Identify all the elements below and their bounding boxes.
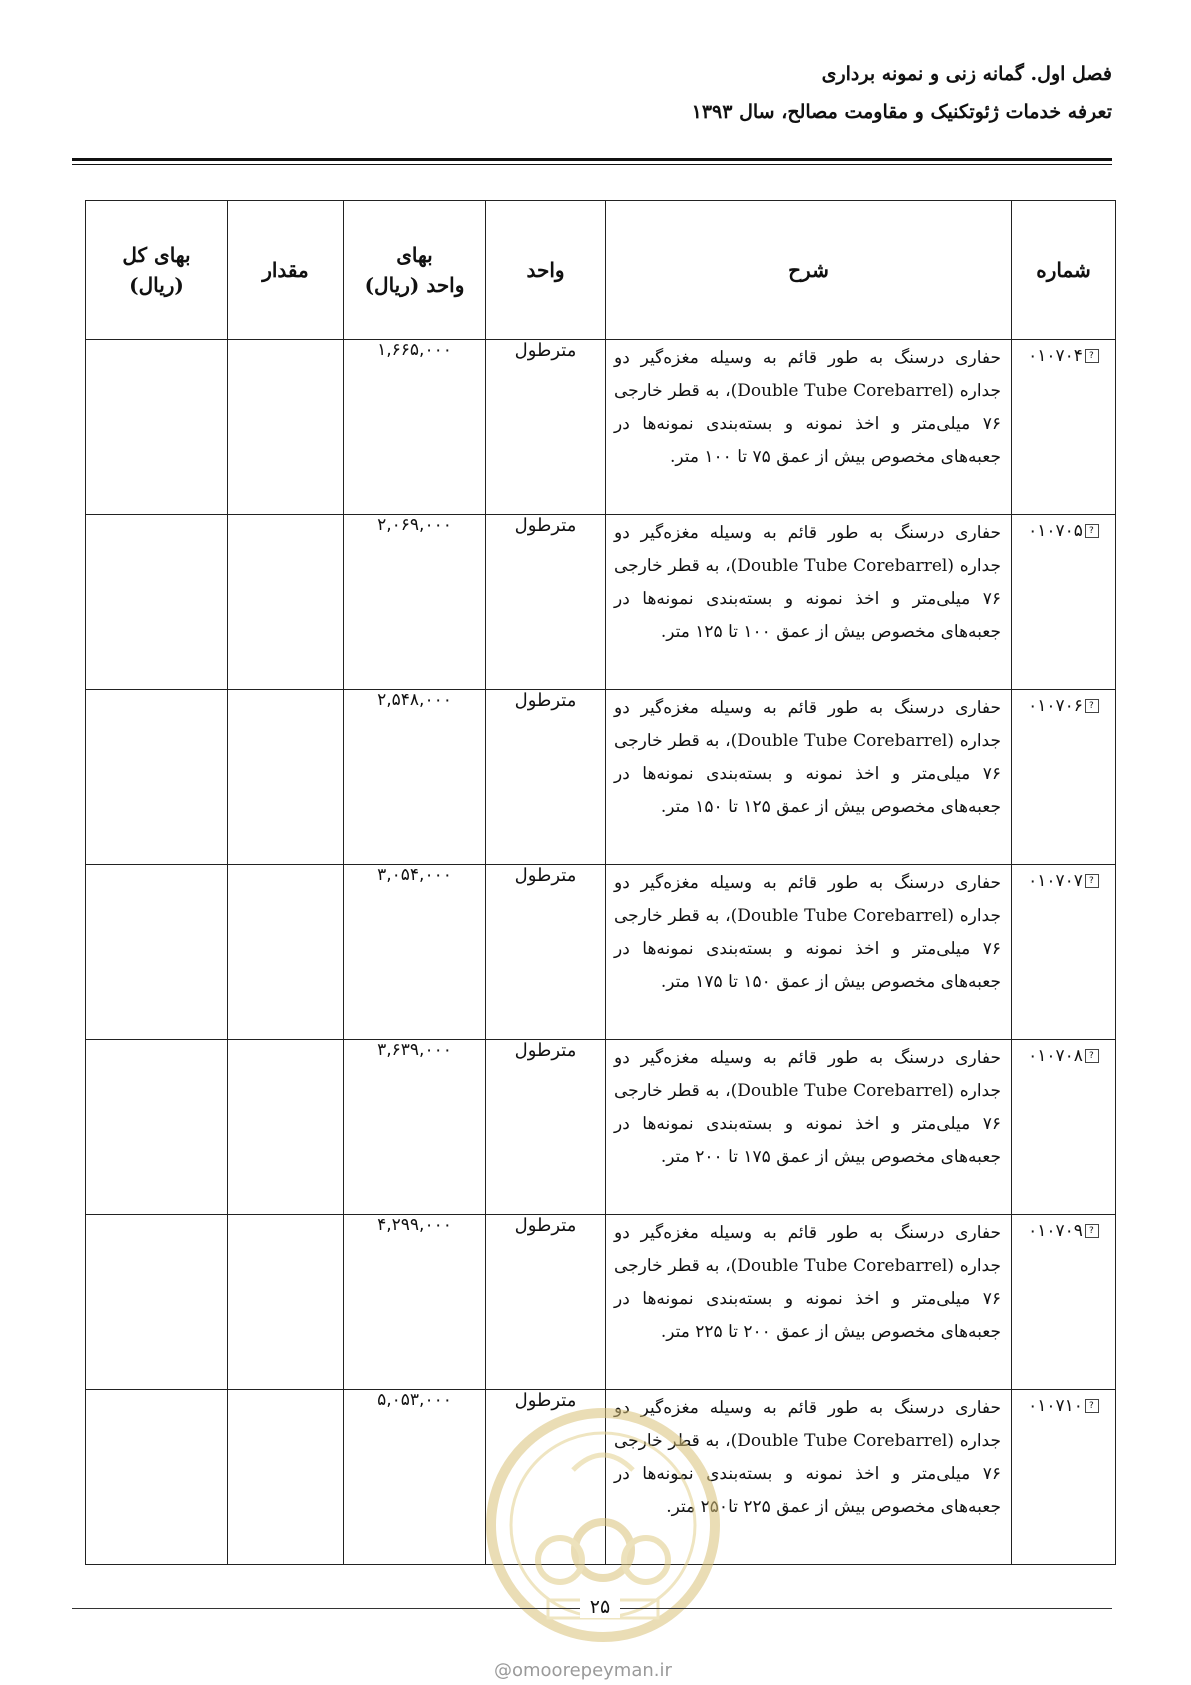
column-header-total	[86, 201, 228, 340]
table-row	[86, 1215, 1116, 1390]
item-number-cell	[1012, 690, 1116, 865]
table-row	[86, 1390, 1116, 1565]
missing-glyph-icon: ?	[1085, 349, 1099, 363]
item-description: حفاری درسنگ به طور قائم به وسیله مغزه‌گیر دو جداره (Double Tube Corebarrel)، به قطر خارجی ۷۶ میلی‌متر و اخذ نمونه و بسته‌بندی نمونه‌ها در جعبه‌های مخصوص بیش از عمق ۱۵۰ تا ۱۷۵ متر.	[606, 865, 1012, 1040]
item-number: ۰۱۰۷۰۵	[1028, 521, 1083, 541]
footer-rule-left	[72, 1608, 580, 1609]
item-unit-price: ۲,۰۶۹,۰۰۰	[344, 515, 486, 690]
page-header	[72, 62, 1112, 138]
table-row	[86, 865, 1116, 1040]
item-unit-price: ۳,۰۵۴,۰۰۰	[344, 865, 486, 1040]
item-quantity	[228, 1390, 344, 1565]
item-description: حفاری درسنگ به طور قائم به وسیله مغزه‌گیر دو جداره (Double Tube Corebarrel)، به قطر خارجی ۷۶ میلی‌متر و اخذ نمونه و بسته‌بندی نمونه‌ها در جعبه‌های مخصوص بیش از عمق ۷۵ تا ۱۰۰ متر.	[606, 340, 1012, 515]
footer-rule-right	[620, 1608, 1112, 1609]
at-icon: @	[494, 1660, 512, 1681]
table-header-row	[86, 201, 1116, 340]
item-number: ۰۱۰۷۰۶	[1028, 696, 1083, 716]
item-quantity	[228, 340, 344, 515]
unit-price-header-line2: واحد (ریال)	[364, 273, 465, 297]
unit-price-header-line1: بهای	[396, 243, 433, 267]
item-unit-price: ۳,۶۳۹,۰۰۰	[344, 1040, 486, 1215]
item-quantity	[228, 515, 344, 690]
item-total	[86, 690, 228, 865]
item-quantity	[228, 690, 344, 865]
item-number: ۰۱۰۷۰۸	[1028, 1046, 1083, 1066]
item-total	[86, 1040, 228, 1215]
item-unit: مترطول	[486, 1390, 606, 1565]
item-quantity	[228, 1040, 344, 1215]
item-unit-price: ۴,۲۹۹,۰۰۰	[344, 1215, 486, 1390]
item-description: حفاری درسنگ به طور قائم به وسیله مغزه‌گیر دو جداره (Double Tube Corebarrel)، به قطر خارجی ۷۶ میلی‌متر و اخذ نمونه و بسته‌بندی نمونه‌ها در جعبه‌های مخصوص بیش از عمق ۱۲۵ تا ۱۵۰ متر.	[606, 690, 1012, 865]
item-number-cell	[1012, 1390, 1116, 1565]
total-header-line1: بهای کل	[122, 243, 191, 267]
item-number: ۰۱۰۷۰۷	[1028, 871, 1083, 891]
item-number-cell	[1012, 340, 1116, 515]
site-watermark	[494, 1660, 672, 1681]
item-number: ۰۱۰۷۱۰	[1028, 1396, 1083, 1416]
table-row	[86, 690, 1116, 865]
item-quantity	[228, 1215, 344, 1390]
item-total	[86, 340, 228, 515]
price-table	[85, 200, 1116, 1565]
item-unit: مترطول	[486, 1040, 606, 1215]
item-total	[86, 865, 228, 1040]
item-number: ۰۱۰۷۰۹	[1028, 1221, 1083, 1241]
item-unit: مترطول	[486, 865, 606, 1040]
missing-glyph-icon: ?	[1085, 1399, 1099, 1413]
item-total	[86, 1390, 228, 1565]
total-header-line2: (ریال)	[129, 273, 184, 297]
item-number-cell	[1012, 1215, 1116, 1390]
item-unit-price: ۲,۵۴۸,۰۰۰	[344, 690, 486, 865]
missing-glyph-icon: ?	[1085, 524, 1099, 538]
item-description: حفاری درسنگ به طور قائم به وسیله مغزه‌گیر دو جداره (Double Tube Corebarrel)، به قطر خارجی ۷۶ میلی‌متر و اخذ نمونه و بسته‌بندی نمونه‌ها در جعبه‌های مخصوص بیش از عمق ۱۷۵ تا ۲۰۰ متر.	[606, 1040, 1012, 1215]
item-total	[86, 1215, 228, 1390]
header-rule-thin	[72, 164, 1112, 165]
table-row	[86, 340, 1116, 515]
missing-glyph-icon: ?	[1085, 699, 1099, 713]
missing-glyph-icon: ?	[1085, 874, 1099, 888]
item-unit: مترطول	[486, 1215, 606, 1390]
item-unit-price: ۱,۶۶۵,۰۰۰	[344, 340, 486, 515]
item-unit-price: ۵,۰۵۳,۰۰۰	[344, 1390, 486, 1565]
item-number: ۰۱۰۷۰۴	[1028, 346, 1083, 366]
column-header-quantity: مقدار	[228, 201, 344, 340]
item-description: حفاری درسنگ به طور قائم به وسیله مغزه‌گیر دو جداره (Double Tube Corebarrel)، به قطر خارجی ۷۶ میلی‌متر و اخذ نمونه و بسته‌بندی نمونه‌ها در جعبه‌های مخصوص بیش از عمق ۲۰۰ تا ۲۲۵ متر.	[606, 1215, 1012, 1390]
missing-glyph-icon: ?	[1085, 1224, 1099, 1238]
column-header-unit: واحد	[486, 201, 606, 340]
item-total	[86, 515, 228, 690]
item-quantity	[228, 865, 344, 1040]
page-number: ۲۵	[580, 1596, 620, 1618]
table-row	[86, 515, 1116, 690]
chapter-title: فصل اول. گمانه زنی و نمونه برداری	[821, 63, 1112, 85]
column-header-number: شماره	[1012, 201, 1116, 340]
item-unit: مترطول	[486, 690, 606, 865]
document-title: تعرفه خدمات ژئوتکنیک و مقاومت مصالح، سال ۱۳۹۳	[691, 101, 1112, 123]
header-rule-thick	[72, 158, 1112, 161]
item-description: حفاری درسنگ به طور قائم به وسیله مغزه‌گیر دو جداره (Double Tube Corebarrel)، به قطر خارجی ۷۶ میلی‌متر و اخذ نمونه و بسته‌بندی نمونه‌ها در جعبه‌های مخصوص بیش از عمق ۲۲۵ تا۲۵۰ متر.	[606, 1390, 1012, 1565]
item-unit: مترطول	[486, 515, 606, 690]
item-description: حفاری درسنگ به طور قائم به وسیله مغزه‌گیر دو جداره (Double Tube Corebarrel)، به قطر خارجی ۷۶ میلی‌متر و اخذ نمونه و بسته‌بندی نمونه‌ها در جعبه‌های مخصوص بیش از عمق ۱۰۰ تا ۱۲۵ متر.	[606, 515, 1012, 690]
table-row	[86, 1040, 1116, 1215]
item-number-cell	[1012, 865, 1116, 1040]
item-number-cell	[1012, 515, 1116, 690]
item-number-cell	[1012, 1040, 1116, 1215]
column-header-unit-price	[344, 201, 486, 340]
site-name: omoorepeyman.ir	[512, 1660, 672, 1681]
item-unit: مترطول	[486, 340, 606, 515]
missing-glyph-icon: ?	[1085, 1049, 1099, 1063]
column-header-description: شرح	[606, 201, 1012, 340]
